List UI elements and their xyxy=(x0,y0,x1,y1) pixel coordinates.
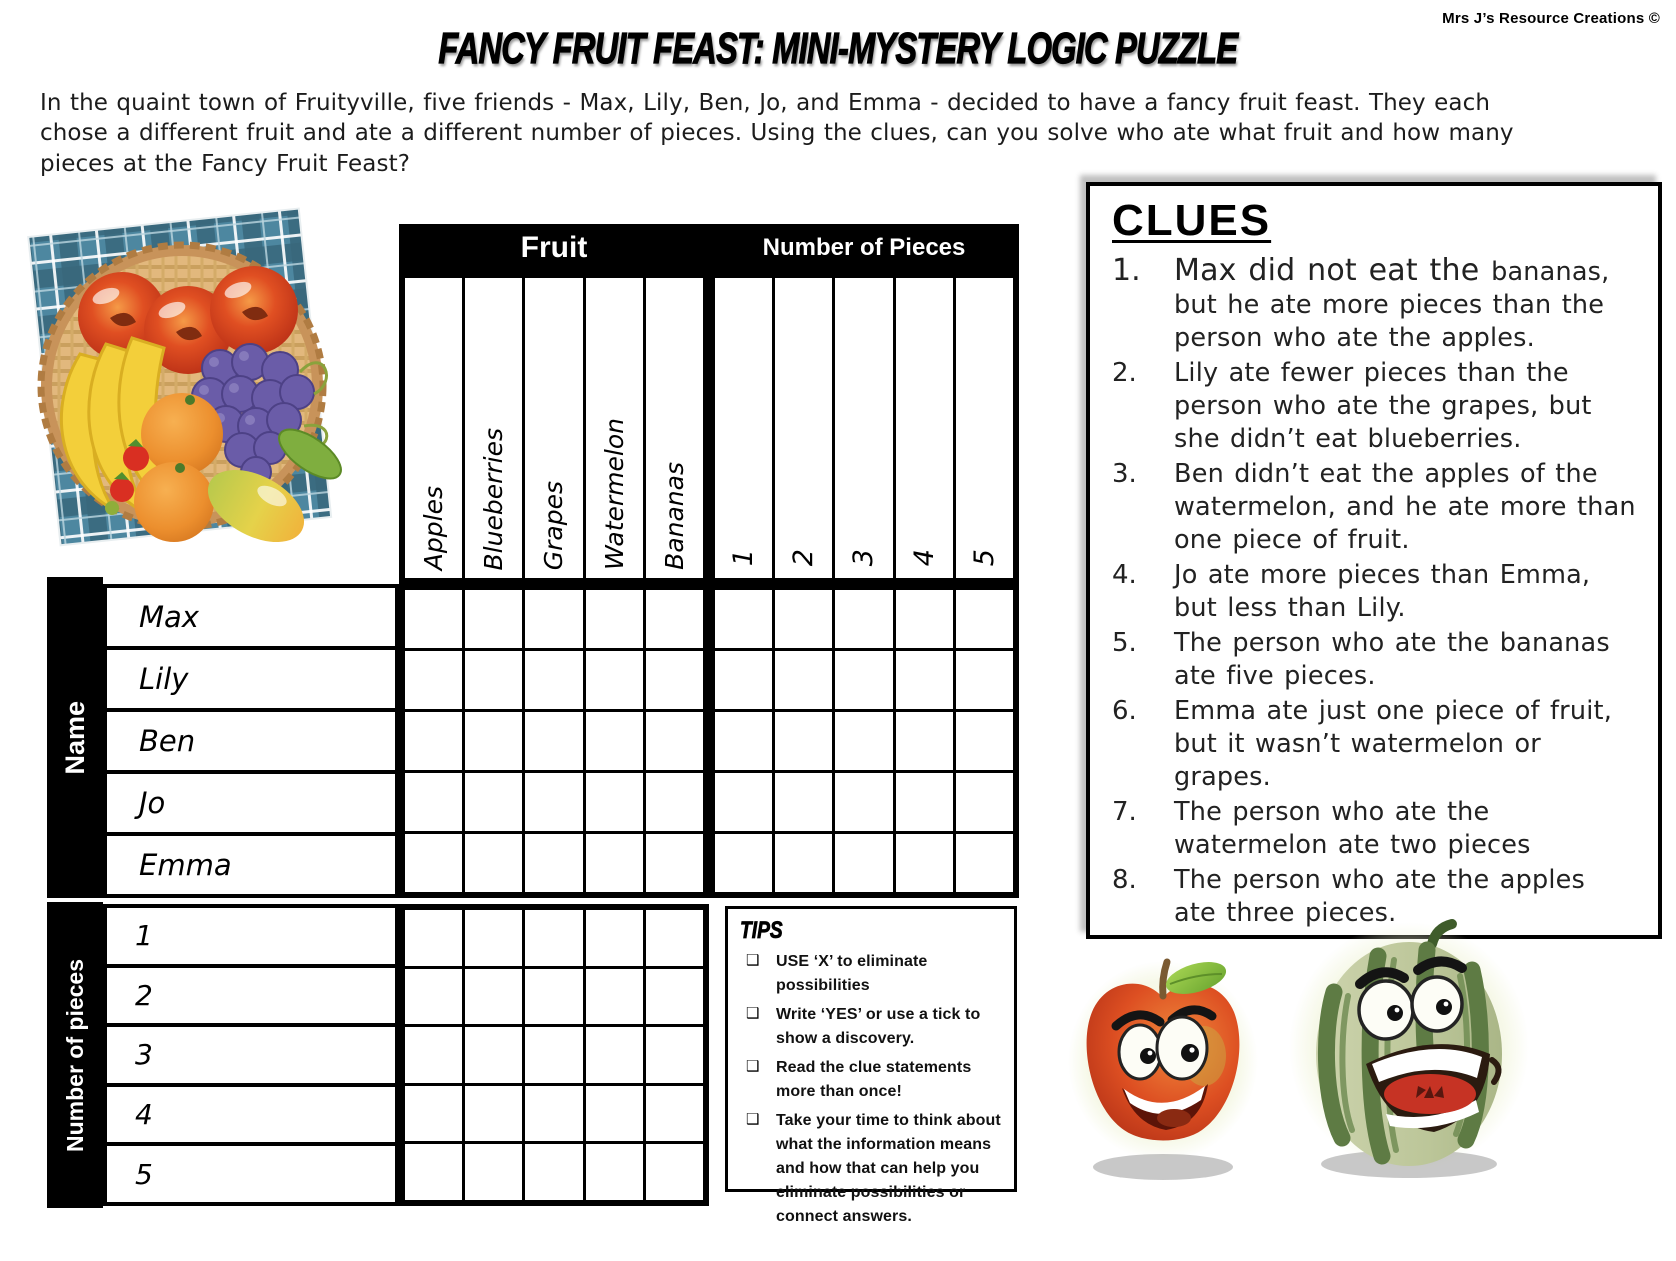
names-by-fruit-grid xyxy=(399,584,709,898)
grid-cell xyxy=(715,590,772,648)
clue-text xyxy=(1174,559,1640,625)
number-column-label: 2 xyxy=(788,548,820,566)
checkbox-icon: ❑ xyxy=(746,1005,760,1022)
grid-cell xyxy=(586,590,643,648)
grid-cell xyxy=(586,1086,643,1142)
clue-number: 4. xyxy=(1112,560,1137,590)
clue-text-segment: bananas, but he ate more pieces than the person who ate the apples. xyxy=(1174,257,1610,353)
clue-number: 3. xyxy=(1112,459,1137,489)
grid-cell xyxy=(405,969,462,1025)
clue-item xyxy=(1112,695,1640,794)
number-column-label-cell xyxy=(956,278,1013,578)
clue-item xyxy=(1112,796,1640,862)
pieces-group-header: Number of Pieces xyxy=(762,234,966,261)
grid-cell xyxy=(646,834,703,892)
fruit-column-labels xyxy=(399,272,709,584)
fruit-column-label: Bananas xyxy=(659,462,689,570)
clue-text xyxy=(1174,458,1640,557)
number-column-label: 5 xyxy=(968,548,1000,566)
tips-list xyxy=(740,950,1004,1229)
fruit-column-label-cell xyxy=(586,278,643,578)
grid-cell xyxy=(775,773,832,831)
grid-cell xyxy=(405,590,462,648)
clues-box xyxy=(1086,182,1662,939)
grid-cell xyxy=(465,910,522,966)
watermelon-character-illustration xyxy=(1282,912,1537,1190)
grid-cell xyxy=(586,712,643,770)
clue-number: 6. xyxy=(1112,696,1137,726)
fruit-column-label-cell xyxy=(525,278,582,578)
clues-heading: CLUES xyxy=(1112,196,1272,245)
fruit-column-label: Apples xyxy=(419,485,449,570)
checkbox-icon: ❑ xyxy=(746,952,760,969)
grid-cell xyxy=(896,712,953,770)
grid-cell xyxy=(646,773,703,831)
grid-cell xyxy=(525,712,582,770)
number-column-label-cell xyxy=(835,278,892,578)
tips-box xyxy=(725,906,1017,1225)
grid-cell xyxy=(646,590,703,648)
grid-cell xyxy=(956,834,1013,892)
clue-item xyxy=(1112,254,1640,355)
number-column-label-cell xyxy=(896,278,953,578)
grid-cell xyxy=(835,834,892,892)
number-column-label-cell xyxy=(775,278,832,578)
grid-cell xyxy=(715,834,772,892)
names-by-pieces-grid xyxy=(709,584,1019,898)
clue-number: 8. xyxy=(1112,865,1137,895)
grid-header-bar xyxy=(399,224,1019,272)
grid-cell xyxy=(586,773,643,831)
name-row-label: Lily xyxy=(107,650,395,708)
name-row-label: Jo xyxy=(107,774,395,832)
clue-item xyxy=(1112,627,1640,693)
pieces-row-label: 3 xyxy=(107,1027,395,1083)
clue-text-segment: Ben didn’t eat the apples of the watermelon, and he ate more than one piece of fruit. xyxy=(1174,459,1636,555)
intro-paragraph: In the quaint town of Fruityville, five friends - Max, Lily, Ben, Jo, and Emma - decided to have a fancy fruit feast. They each chose a different fruit and ate a different number of pieces. Using the clues, can you solve who ate what fruit and how many pieces at the Fancy Fruit Feast? xyxy=(40,90,1514,177)
pieces-side-label: Number of pieces xyxy=(61,958,88,1152)
clue-number: 1. xyxy=(1112,253,1141,288)
grid-cell xyxy=(465,969,522,1025)
grid-cell xyxy=(835,651,892,709)
tip-text: Write ‘YES’ or use a tick to show a discovery. xyxy=(776,1006,981,1047)
grid-cell xyxy=(586,910,643,966)
grid-cell xyxy=(956,712,1013,770)
clue-item xyxy=(1112,357,1640,456)
fruit-column-label-cell xyxy=(465,278,522,578)
fruit-column-label: Blueberries xyxy=(479,427,509,570)
fruit-basket-svg xyxy=(14,196,344,564)
grid-cell xyxy=(405,1144,462,1200)
number-column-label: 4 xyxy=(908,548,940,566)
clue-text xyxy=(1174,627,1640,693)
grid-cell xyxy=(775,651,832,709)
grid-cell xyxy=(646,1027,703,1083)
grid-cell xyxy=(405,1027,462,1083)
tip-text: Read the clue statements more than once! xyxy=(776,1059,972,1100)
grid-cell xyxy=(775,712,832,770)
fruit-column-label-cell xyxy=(405,278,462,578)
grid-cell xyxy=(405,1086,462,1142)
grid-cell xyxy=(835,712,892,770)
grid-cell xyxy=(525,590,582,648)
checkbox-icon: ❑ xyxy=(746,1111,760,1128)
grid-cell xyxy=(405,651,462,709)
pieces-row-label: 5 xyxy=(107,1146,395,1202)
grid-cell xyxy=(405,910,462,966)
grid-cell xyxy=(405,712,462,770)
grid-cell xyxy=(405,834,462,892)
branding: Mrs J’s Resource Creations © xyxy=(1442,10,1660,27)
number-column-label-cell xyxy=(715,278,772,578)
number-column-label: 1 xyxy=(728,548,760,566)
grid-cell xyxy=(525,910,582,966)
name-row-label: Ben xyxy=(107,712,395,770)
grid-cell xyxy=(646,1144,703,1200)
fruit-column-label-cell xyxy=(646,278,703,578)
tip-item xyxy=(740,1109,1004,1229)
clue-text-segment: Max did not eat the xyxy=(1174,253,1492,288)
tip-text: Take your time to think about what the information means and how that can help you eliminate possibilities or connect answers. xyxy=(776,1112,1001,1225)
grid-cell xyxy=(525,834,582,892)
grid-cell xyxy=(956,773,1013,831)
grid-cell xyxy=(405,773,462,831)
grid-cell xyxy=(715,651,772,709)
clue-number: 2. xyxy=(1112,358,1137,388)
checkbox-icon: ❑ xyxy=(746,1058,760,1075)
grid-cell xyxy=(896,773,953,831)
clue-number: 5. xyxy=(1112,628,1137,658)
pieces-side-bar xyxy=(47,902,103,1208)
grid-cell xyxy=(775,590,832,648)
grid-cell xyxy=(525,1144,582,1200)
clue-item xyxy=(1112,559,1640,625)
pieces-by-fruit-grid xyxy=(399,904,709,1206)
pieces-row-label: 4 xyxy=(107,1087,395,1143)
grid-cell xyxy=(465,590,522,648)
tip-item xyxy=(740,1003,1004,1051)
grid-cell xyxy=(586,1144,643,1200)
grid-cell xyxy=(896,834,953,892)
grid-cell xyxy=(465,1144,522,1200)
grid-cell xyxy=(525,651,582,709)
clue-text xyxy=(1174,796,1640,862)
grid-cell xyxy=(646,651,703,709)
grid-cell xyxy=(775,834,832,892)
number-column-label: 3 xyxy=(848,548,880,566)
grid-cell xyxy=(525,773,582,831)
grid-cell xyxy=(715,773,772,831)
page-title: FANCY FRUIT FEAST: MINI-MYSTERY LOGIC PUZZLE xyxy=(438,24,1238,73)
watermelon-character-svg xyxy=(1282,912,1537,1190)
name-side-label: Name xyxy=(59,700,90,775)
grid-cell xyxy=(586,1027,643,1083)
grid-cell xyxy=(956,590,1013,648)
tip-text: USE ‘X’ to eliminate possibilities xyxy=(776,953,928,994)
grid-cell xyxy=(835,590,892,648)
fruit-basket-illustration xyxy=(14,196,344,564)
page-title-wrap xyxy=(0,24,1676,74)
grid-cell xyxy=(715,712,772,770)
clue-text-segment: The person who ate the apples ate three pieces. xyxy=(1174,865,1586,928)
grid-cell xyxy=(586,834,643,892)
clue-text xyxy=(1174,357,1640,456)
grid-cell xyxy=(465,1086,522,1142)
clue-item xyxy=(1112,458,1640,557)
pieces-row-label: 2 xyxy=(107,968,395,1024)
grid-cell xyxy=(896,651,953,709)
clue-text-segment: Jo ate more pieces than Emma, but less than Lily. xyxy=(1174,560,1591,623)
apple-character-illustration xyxy=(1066,946,1261,1191)
grid-cell xyxy=(835,773,892,831)
grid-cell xyxy=(465,712,522,770)
grid-cell xyxy=(465,651,522,709)
grid-cell xyxy=(646,712,703,770)
clue-text-segment: The person who ate the bananas ate five pieces. xyxy=(1174,628,1610,691)
pieces-row-label: 1 xyxy=(107,908,395,964)
grid-cell xyxy=(465,834,522,892)
apple-character-svg xyxy=(1066,946,1261,1191)
piece-row-labels xyxy=(103,904,399,1206)
number-column-labels xyxy=(709,272,1019,584)
grid-cell xyxy=(646,1086,703,1142)
grid-cell xyxy=(525,1086,582,1142)
grid-cell xyxy=(525,1027,582,1083)
grid-cell xyxy=(956,651,1013,709)
fruit-group-header: Fruit xyxy=(520,231,588,264)
fruit-column-label: Grapes xyxy=(539,480,569,570)
clues-list xyxy=(1112,254,1640,930)
name-row-label: Emma xyxy=(107,836,395,894)
tips-heading: TIPS xyxy=(740,917,783,944)
clue-text-segment: The person who ate the watermelon ate two pieces xyxy=(1174,797,1531,860)
grid-cell xyxy=(586,651,643,709)
clue-text-segment: Lily ate fewer pieces than the person who ate the grapes, but she didn’t eat blueberries. xyxy=(1174,358,1592,454)
tip-item xyxy=(740,1056,1004,1104)
name-row-label: Max xyxy=(107,588,395,646)
grid-cell xyxy=(646,910,703,966)
clue-text-segment: Emma ate just one piece of fruit, but it wasn’t watermelon or grapes. xyxy=(1174,696,1613,792)
fruit-column-label: Watermelon xyxy=(599,418,629,570)
grid-cell xyxy=(646,969,703,1025)
grid-cell xyxy=(525,969,582,1025)
clue-text xyxy=(1174,695,1640,794)
clue-text xyxy=(1174,254,1640,355)
grid-cell xyxy=(586,969,643,1025)
tip-item xyxy=(740,950,1004,998)
grid-cell xyxy=(465,773,522,831)
clue-number: 7. xyxy=(1112,797,1137,827)
grid-cell xyxy=(896,590,953,648)
name-side-bar xyxy=(47,577,103,898)
grid-cell xyxy=(465,1027,522,1083)
name-row-labels xyxy=(103,584,399,898)
